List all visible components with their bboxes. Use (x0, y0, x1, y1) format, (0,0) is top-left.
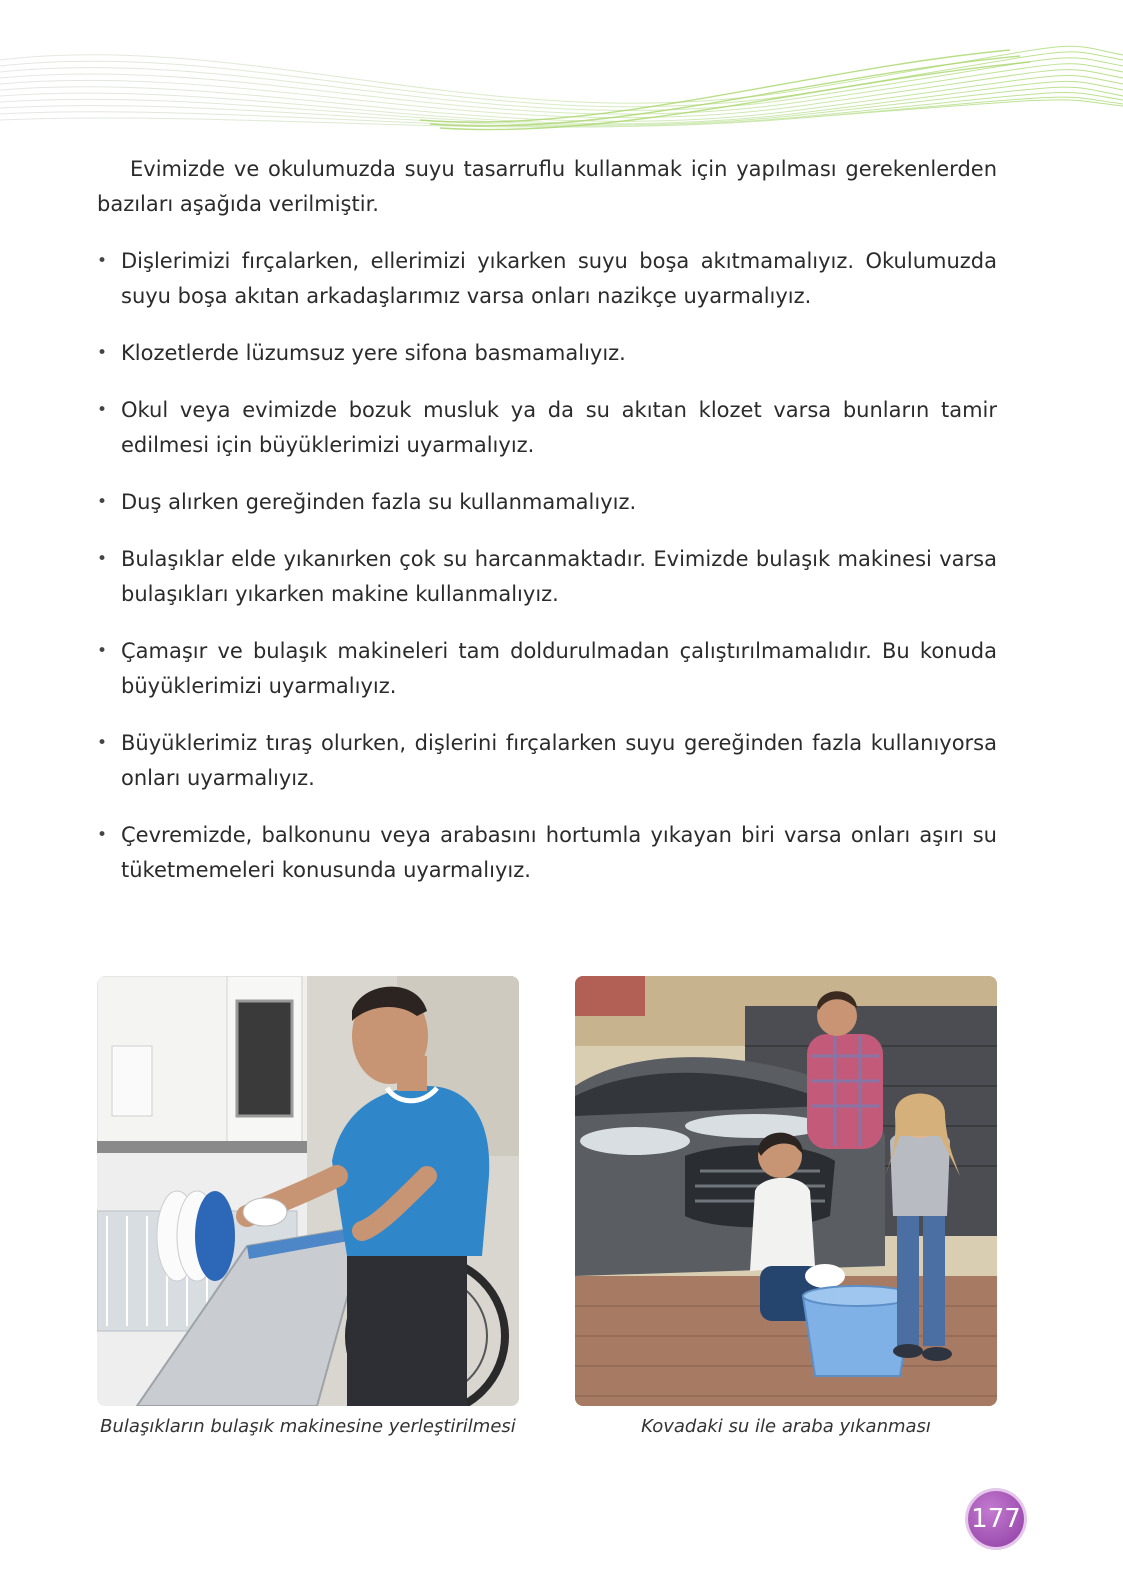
list-item-text: Çamaşır ve bulaşık makineleri tam doldurulmadan çalıştırılmamalıdır. Bu konuda büyüklerimizi uyarmalıyız. (121, 639, 997, 698)
list-item (97, 818, 997, 888)
bullet-icon: • (97, 492, 108, 512)
intro-paragraph: Evimizde ve okulumuzda suyu tasarruflu kullanmak için yapılması gerekenlerden bazıları aşağıda verilmiştir. (97, 157, 997, 216)
bullet-icon: • (97, 825, 108, 845)
header-wave-decoration (0, 0, 1123, 160)
dishwasher-photo-caption: Bulaşıkların bulaşık makinesine yerleştirilmesi (100, 1416, 516, 1437)
list-item (97, 634, 997, 704)
bullet-icon: • (97, 549, 108, 569)
main-content (97, 152, 997, 910)
car-washing-photo (575, 976, 997, 1406)
list-item (97, 542, 997, 612)
bullet-icon: • (97, 251, 108, 271)
bullet-icon: • (97, 400, 108, 420)
list-item-text: Duş alırken gereğinden fazla su kullanmamalıyız. (121, 490, 637, 514)
tips-list (97, 244, 997, 888)
list-item (97, 485, 997, 520)
list-item-text: Klozetlerde lüzumsuz yere sifona basmamalıyız. (121, 341, 626, 365)
list-item (97, 393, 997, 463)
list-item-text: Okul veya evimizde bozuk musluk ya da su akıtan klozet varsa bunların tamir edilmesi için büyüklerimizi uyarmalıyız. (121, 398, 997, 457)
list-item-text: Bulaşıklar elde yıkanırken çok su harcanmaktadır. Evimizde bulaşık makinesi varsa bulaşıkları yıkarken makine kullanmalıyız. (121, 547, 997, 606)
list-item (97, 726, 997, 796)
page-number-badge: 177 (968, 1491, 1024, 1547)
list-item-text: Büyüklerimiz tıraş olurken, dişlerini fırçalarken suyu gereğinden fazla kullanıyorsa onları uyarmalıyız. (121, 731, 997, 790)
list-item-text: Dişlerimizi fırçalarken, ellerimizi yıkarken suyu boşa akıtmamalıyız. Okulumuzda suyu boşa akıtan arkadaşlarımız varsa onları nazikçe uyarmalıyız. (121, 249, 997, 308)
dishwasher-photo (97, 976, 519, 1406)
list-item-text: Çevremizde, balkonunu veya arabasını hortumla yıkayan biri varsa onları aşırı su tüketmemeleri konusunda uyarmalıyız. (121, 823, 997, 882)
bullet-icon: • (97, 343, 108, 363)
list-item (97, 336, 997, 371)
car-washing-photo-caption: Kovadaki su ile araba yıkanması (641, 1416, 931, 1437)
bullet-icon: • (97, 641, 108, 661)
bullet-icon: • (97, 733, 108, 753)
list-item (97, 244, 997, 314)
